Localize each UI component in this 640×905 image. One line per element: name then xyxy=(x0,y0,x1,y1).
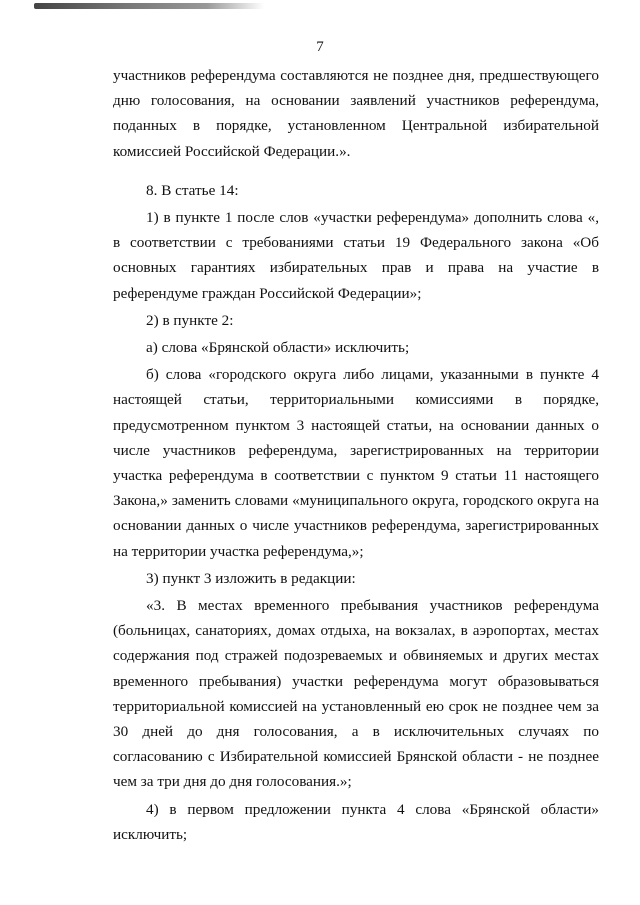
paragraph-item-2: 2) в пункте 2: xyxy=(146,311,234,329)
page-number: 7 xyxy=(316,39,324,55)
paragraph-article-heading: 8. В статье 14: xyxy=(146,181,239,199)
paragraph-item-2a: а) слова «Брянской области» исключить; xyxy=(146,339,410,357)
scan-edge-mark xyxy=(34,3,264,9)
paragraph-item-4: 4) в первом предложении пункта 4 слова «Брянской области» исключить; xyxy=(113,800,599,843)
paragraph-item-1: 1) в пункте 1 после слов «участки референдума» дополнить слова «, в соответствии с требованиями статьи 19 Федерального закона «Об основных гарантиях избирательных прав и права на участие в референдуме граждан Российской Федерации»; xyxy=(113,209,599,302)
document-body xyxy=(113,63,599,847)
paragraph-item-3: 3) пункт 3 изложить в редакции: xyxy=(146,569,356,587)
paragraph-continuation: участников референдума составляются не позднее дня, предшествующего дню голосования, на основании заявлений участников референдума, поданных в порядке, установленном Центральной избирательной комиссией Российской Федерации.». xyxy=(113,67,599,160)
paragraph-item-2b: б) слова «городского округа либо лицами, указанными в пункте 4 настоящей статьи, территориальными комиссиями в порядке, предусмотренном пунктом 3 настоящей статьи, на основании данных о числе участников референдума, зарегистрированных на территории участка референдума в соответствии с пунктом 9 статьи 11 настоящего Закона,» заменить словами «муниципального округа, городского округа на основании данных о числе участников референдума, зарегистрированных на территории участка референдума,»; xyxy=(113,366,599,560)
paragraph-item-3-text: «3. В местах временного пребывания участников референдума (больницах, санаториях, домах отдыха, на вокзалах, в аэропортах, местах содержания под стражей подозреваемых и обвиняемых и других местах временного пребывания) участки референдума могут образовываться территориальной комиссией на установленный ею срок не позднее чем за 30 дней до дня голосования, а в исключительных случаях по согласованию с Избирательной комиссией Брянской области - не позднее чем за три дня до дня голосования.»; xyxy=(113,597,599,791)
